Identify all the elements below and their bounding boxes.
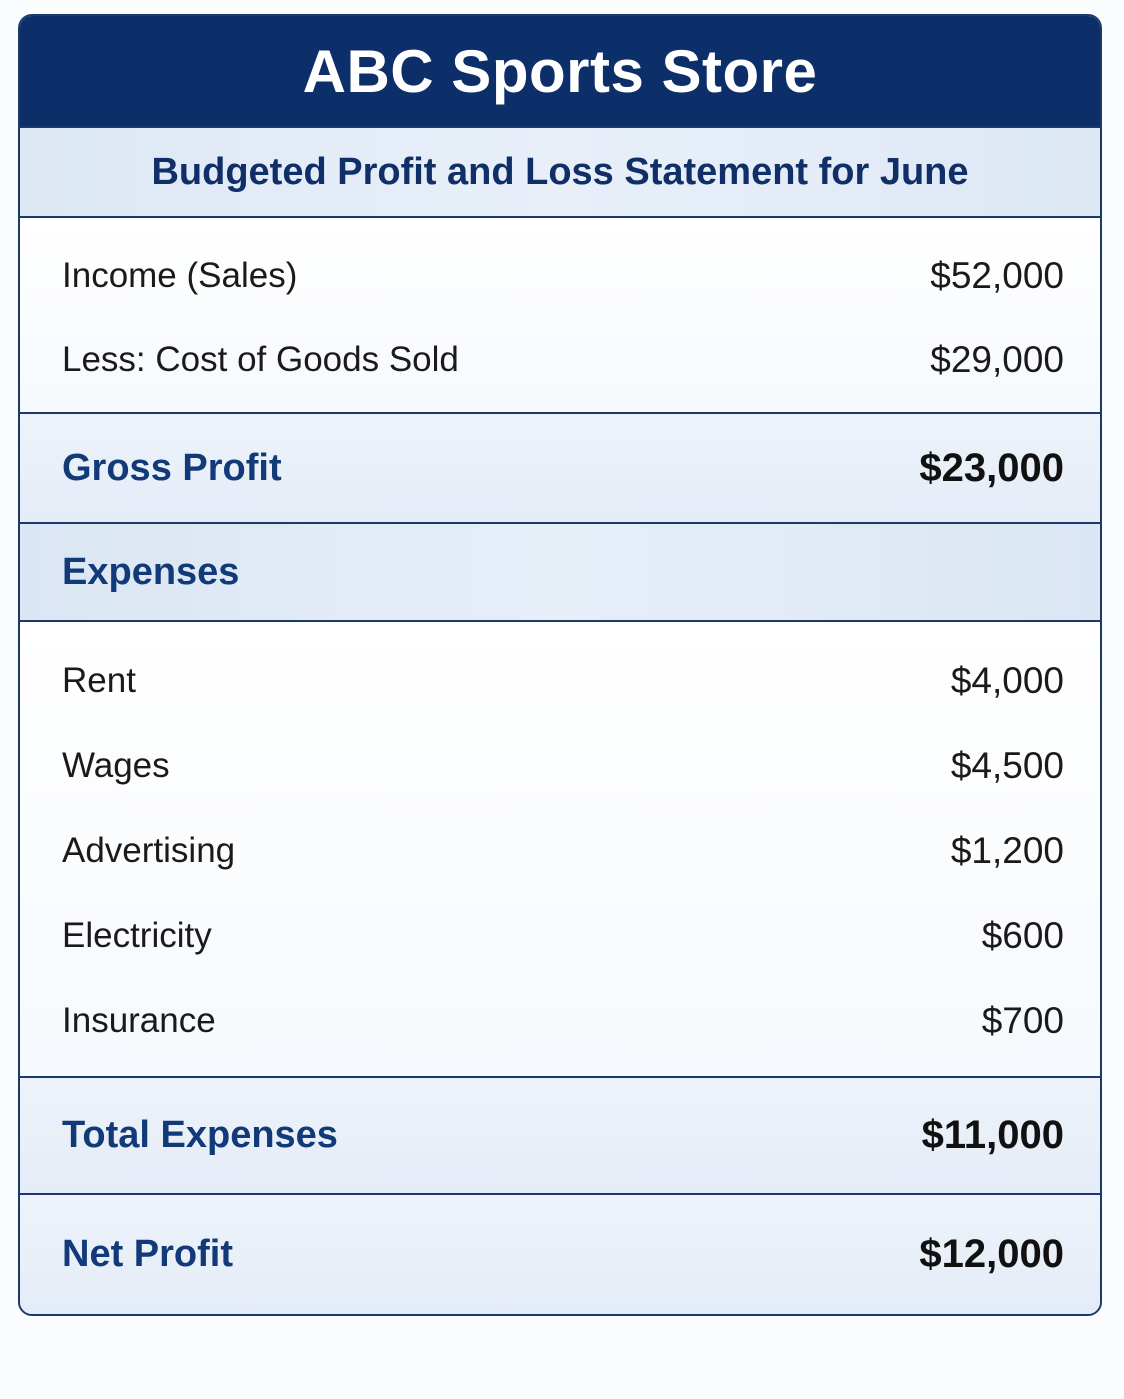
expense-amount: $1,200	[950, 829, 1064, 871]
expense-row-wages	[20, 723, 1100, 808]
expense-list	[20, 622, 1100, 1078]
expense-row-rent	[20, 638, 1100, 723]
total-expenses-row	[20, 1078, 1100, 1195]
income-row	[20, 234, 1100, 318]
income-label: Income (Sales)	[62, 256, 298, 295]
expenses-header-label: Expenses	[62, 550, 240, 593]
total-expenses-label: Total Expenses	[62, 1114, 338, 1156]
expense-amount: $4,500	[950, 744, 1064, 786]
income-section	[20, 218, 1100, 414]
total-expenses-amount: $11,000	[921, 1113, 1064, 1157]
income-amount: $52,000	[930, 255, 1064, 296]
cogs-amount: $29,000	[930, 339, 1064, 380]
expense-amount: $600	[981, 914, 1064, 956]
expenses-header	[20, 524, 1100, 622]
expense-row-insurance	[20, 978, 1100, 1063]
net-profit-row	[20, 1195, 1100, 1314]
expense-label: Electricity	[62, 915, 212, 955]
gross-profit-label: Gross Profit	[62, 446, 282, 489]
net-profit-label: Net Profit	[62, 1233, 233, 1275]
expense-row-advertising	[20, 808, 1100, 893]
expense-row-electricity	[20, 893, 1100, 978]
cogs-label: Less: Cost of Goods Sold	[62, 340, 459, 379]
gross-profit-amount: $23,000	[919, 445, 1064, 490]
expense-amount: $4,000	[950, 659, 1064, 701]
statement-title: Budgeted Profit and Loss Statement for June	[20, 126, 1100, 218]
store-title: ABC Sports Store	[20, 16, 1100, 126]
expense-label: Wages	[62, 745, 170, 785]
expense-label: Rent	[62, 660, 136, 700]
gross-profit-row	[20, 414, 1100, 524]
expense-label: Insurance	[62, 1000, 216, 1040]
cogs-row	[20, 318, 1100, 402]
expense-amount: $700	[981, 999, 1064, 1041]
profit-loss-statement-card	[18, 14, 1102, 1316]
expense-label: Advertising	[62, 830, 236, 870]
net-profit-amount: $12,000	[919, 1232, 1064, 1276]
